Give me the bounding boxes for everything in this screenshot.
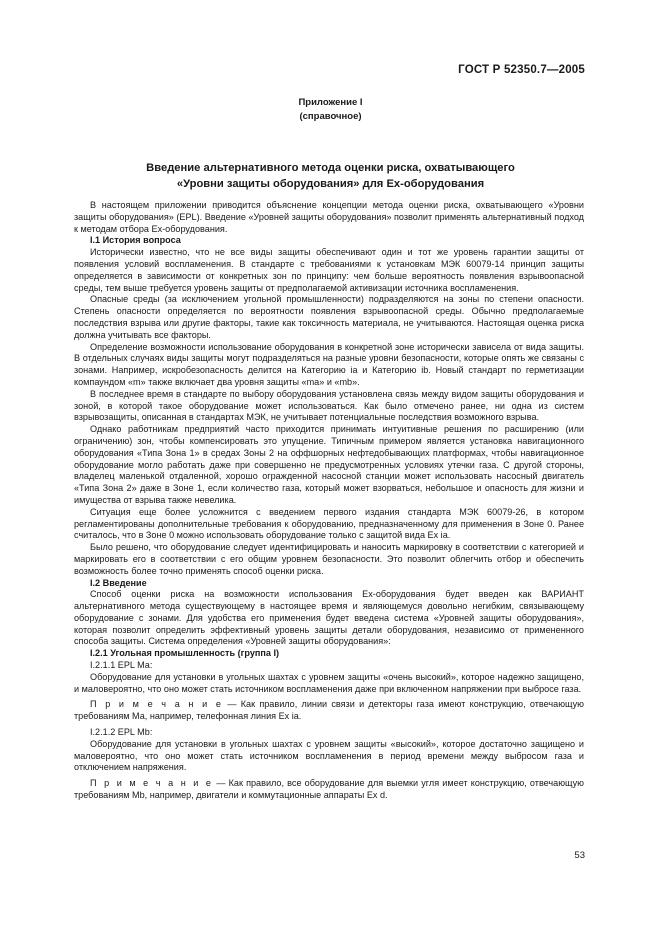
paragraph: В настоящем приложении приводится объяснение концепции метода оценки риска, охватывающего «Уровни защиты оборудования» (EPL). Введение «Уровней защиты оборудования» позволит применять альтернативный подход к методам отбора Ех-оборудования.	[74, 200, 584, 234]
paragraph: Опасные среды (за исключением угольной промышленности) подразделяются на зоны по степени опасности. Степень опасности определяется по вероятности появления взрывоопасной среды. Обычно предполагаемые последствия взрыва или другие факторы, такие как токсичность материала, не учитываются. Настоящая оценка риска должна учитывать все факторы.	[74, 294, 584, 340]
paragraph: Однако работникам предприятий часто приходится принимать интуитивные решения по расширению (или ограничению) зон, чтобы компенсировать это упущение. Типичным примером является установка навигационного оборудования «Типа Зона 1» в средах Зоны 2 на оффшорных нефтедобывающих платформах, чтобы навигационное оборудование могло работать даже при совершенно не предусмотренных условиях утечки газа. С другой стороны, владелец маленькой отдаленной, хорошо огражденной насосной станции может использовать насосный двигатель «Типа Зона 2» даже в Зоне 1, если количество газа, который может взорваться, небольшое и опасность для жизни и имущества от взрыва также невелика.	[74, 424, 584, 505]
note-label: П р и м е ч а н и е	[90, 778, 214, 789]
paragraph: Оборудование для установки в угольных шахтах с уровнем защиты «очень высокий», которое надежно защищено, и маловероятно, что оно может стать источником воспламенения даже при включенном напряжении при выбросе газа.	[74, 671, 584, 694]
page-number: 53	[574, 850, 585, 861]
note-text: — Как правило, все оборудование для выемки угля имеет конструкцию, отвечающую требованиям Mb, например, двигатели и коммутационные аппараты Ех d.	[74, 778, 584, 801]
paragraph: Исторически известно, что не все виды защиты обеспечивают один и тот же уровень гарантии защиты от появления условий воспламенения. В стандарте с требованиями к установкам МЭК 60079-14 принцип защиты определяется в зависимости от конкретных зон по принципу: чем больше вероятность появления взрывоопасной среды, тем выше требуется уровень защиты от предполагаемой активизации источника воспламенения.	[74, 247, 584, 293]
subsection-heading: I.2.1 Угольная промышленность (группа I)	[90, 648, 280, 659]
subsection-heading: I.2 Введение	[90, 577, 147, 588]
standard-header: ГОСТ Р 52350.7—2005	[458, 64, 585, 76]
subsection-heading: I.1 История вопроса	[90, 235, 181, 246]
title-line-1: Введение альтернативного метода оценки риска, охватывающего	[146, 162, 515, 174]
note-label: П р и м е ч а н и е	[90, 699, 224, 710]
document-body	[74, 200, 584, 802]
appendix-type: (справочное)	[299, 111, 362, 122]
note	[74, 778, 584, 802]
title-line-2: «Уровни защиты оборудования» для Ех-оборудования	[176, 178, 485, 190]
note-text: — Как правило, линии связи и детекторы газа имеют конструкцию, отвечающую требованиям Ма, например, телефонная линия Ех ia.	[74, 699, 584, 722]
section-title	[60, 160, 601, 192]
paragraph: Ситуация еще более усложнится с введением первого издания стандарта МЭК 60079-26, в котором регламентированы дополнительные требования к оборудованию, предназначенному для применения в Зоне 0. Ранее считалось, что в Зоне 0 можно использовать оборудование только с защитой вида Ех ia.	[74, 506, 584, 541]
clause-heading: I.2.1.2 EPL Mb:	[90, 727, 153, 738]
appendix-label: Приложение I	[298, 97, 363, 108]
appendix-heading	[0, 96, 661, 124]
paragraph: В последнее время в стандарте по выбору оборудования установлена связь между видом защиты оборудования и зоной, в которой такое оборудование может использоваться. Как было отмечено ранее, ни одна из систем взрывозащиты, описанная в стандартах МЭК, не учитывает потенциальные последствия возможного взрыва.	[74, 388, 584, 423]
note	[74, 699, 584, 723]
paragraph: Способ оценки риска на возможности использования Ех-оборудования будет введен как ВАРИАНТ альтернативного метода существующему в настоящее время и являющемуся довольно негибким, связывающему оборудование с зонами. Для удобства его применения будет введена система «Уровней защиты оборудования», которая позволит определить эффективный уровень защиты детали оборудования, независимо от примененного способа защиты. Система определения «Уровней защиты оборудования»:	[74, 589, 584, 647]
paragraph: Было решено, что оборудование следует идентифицировать и наносить маркировку в соответствии с категорией и маркировать его в соответствии с его общим уровнем безопасности. Это позволит облегчить отбор и обеспечить возможность более точно применять способ оценки риска.	[74, 542, 584, 576]
clause-heading: I.2.1.1 EPL Ma:	[90, 660, 153, 671]
paragraph: Определение возможности использование оборудования в конкретной зоне исторически зависела от вида защиты. В отдельных случаях виды защиты могут подразделяться на разные уровни безопасности, которые опять же связаны с зонами. Например, искробезопасность делится на Категорию ia и Категорию ib. Новый стандарт по герметизации компаундом «m» также включает два уровня защиты «ma» и «mb».	[74, 341, 584, 387]
paragraph: Оборудование для установки в угольных шахтах с уровнем защиты «высокий», которое достаточно защищено и маловероятно, что оно может стать источником воспламенения в период времени между выбросом газа и отключением напряжения.	[74, 738, 584, 773]
